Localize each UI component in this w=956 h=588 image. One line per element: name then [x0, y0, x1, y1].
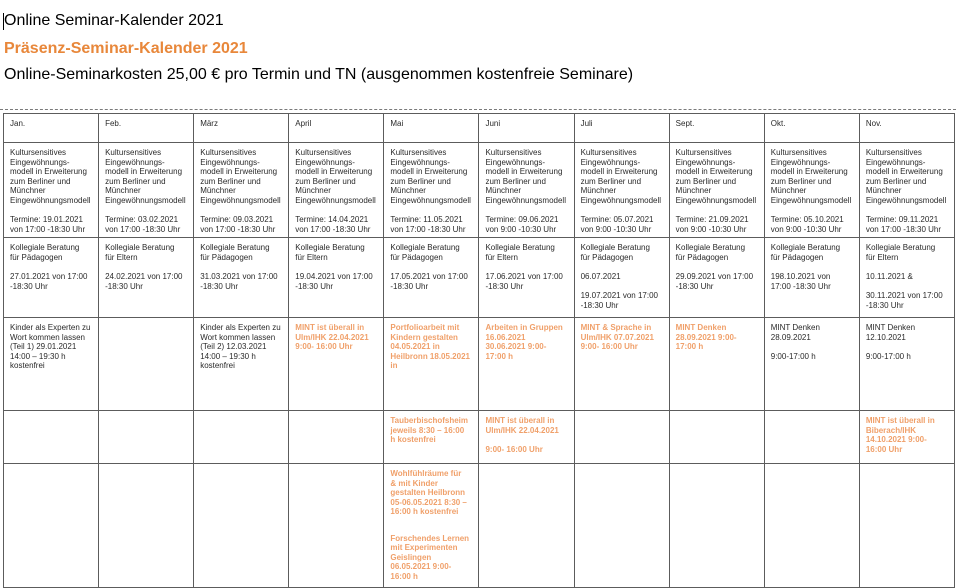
seminar-dates: 27.01.2021 von 17:00 -18:30 Uhr	[10, 272, 88, 291]
calendar-cell-empty	[669, 464, 764, 588]
calendar-cell	[764, 143, 859, 238]
calendar-cell	[289, 238, 384, 318]
calendar-cell	[289, 143, 384, 238]
seminar-topic: Kultursensitives Eingewöhnungs- modell in Erweiterung zum Berliner und Münchner Eingewöhnungsmodell	[200, 148, 281, 205]
seminar-topic: Kultursensitives Eingewöhnungs- modell in Erweiterung zum Berliner und Münchner Eingewöhnungsmodell	[675, 148, 757, 205]
calendar-cell-empty	[4, 411, 99, 464]
seminar-topic: Kollegiale Beratung für Pädagogen	[390, 243, 460, 262]
seminar-dates: 19.04.2021 von 17:00 -18:30 Uhr	[295, 272, 373, 291]
seminar-topic: Kollegiale Beratung für Eltern	[485, 243, 555, 262]
calendar-cell-empty	[194, 464, 289, 588]
month-cell: Jan.	[4, 114, 99, 143]
calendar-cell	[194, 318, 289, 411]
calendar-cell-empty	[99, 411, 194, 464]
seminar-dates: Termine: 11.05.2021 von 17:00 -18:30 Uhr	[390, 215, 466, 234]
month-cell: Okt.	[764, 114, 859, 143]
table-row	[4, 411, 955, 464]
seminar-topic: Kultursensitives Eingewöhnungs- modell in Erweiterung zum Berliner und Münchner Eingewöhnungsmodell	[580, 148, 662, 205]
seminar-entry: Kinder als Experten zu Wort kommen lassen (Teil 1) 29.01.2021 14:00 – 19:30 h kostenfrei	[10, 323, 91, 370]
month-cell: März	[194, 114, 289, 143]
table-row	[4, 143, 955, 238]
calendar-cell-empty	[289, 411, 384, 464]
calendar-cell-empty	[574, 411, 669, 464]
calendar-cell	[574, 238, 669, 318]
seminar-topic: Kollegiale Beratung für Pädagogen	[580, 243, 650, 262]
seminar-topic: Kollegiale Beratung für Eltern	[295, 243, 365, 262]
seminar-calendar-table	[3, 113, 955, 588]
seminar-entry: Kinder als Experten zu Wort kommen lassen (Teil 2) 12.03.2021 14:00 – 19:30 h kostenfrei	[200, 323, 281, 370]
calendar-cell	[99, 143, 194, 238]
calendar-cell	[384, 143, 479, 238]
seminar-entry-in-person: Tauberbischofsheim jeweils 8:30 – 16:00 h kostenfrei	[390, 416, 469, 444]
calendar-cell	[669, 318, 764, 411]
calendar-cell	[764, 318, 859, 411]
seminar-entry-in-person: Wohlfühlräume für & mit Kinder gestalten Heilbronn 05-06.05.2021 8:30 – 16:00 h kostenfrei	[390, 469, 467, 516]
seminar-topic: Kultursensitives Eingewöhnungs- modell in Erweiterung zum Berliner und Münchner Eingewöhnungsmodell	[770, 148, 852, 205]
seminar-dates: Termine: 14.04.2021 von 17:00 -18:30 Uhr	[295, 215, 371, 234]
seminar-dates: 17.05.2021 von 17:00 -18:30 Uhr	[390, 272, 468, 291]
calendar-cell-empty	[99, 464, 194, 588]
seminar-dates: Termine: 09.06.2021 von 9:00 -10:30 Uhr	[485, 215, 559, 234]
seminar-entry: MINT Denken 28.09.2021 9:00-17:00 h	[770, 323, 820, 361]
calendar-cell	[669, 143, 764, 238]
seminar-entry-in-person: MINT ist überall in Biberach/IHK 14.10.2021 9:00- 16:00 Uhr	[865, 416, 935, 454]
seminar-dates: 31.03.2021 von 17:00 -18:30 Uhr	[200, 272, 278, 291]
seminar-dates: 24.02.2021 von 17:00 -18:30 Uhr	[105, 272, 183, 291]
page-title: Online Seminar-Kalender 2021	[4, 12, 224, 29]
seminar-topic: Kultursensitives Eingewöhnungs- modell in Erweiterung zum Berliner und Münchner Eingewöhnungsmodell	[105, 148, 186, 205]
calendar-cell	[859, 238, 954, 318]
calendar-cell	[574, 143, 669, 238]
calendar-cell-empty	[574, 464, 669, 588]
cost-note: Online-Seminarkosten 25,00 € pro Termin und TN (ausgenommen kostenfreie Seminare)	[4, 66, 634, 83]
seminar-topic: Kollegiale Beratung für Eltern	[105, 243, 175, 262]
seminar-entry-in-person: Forschendes Lernen mit Experimenten Geislingen 06.05.2021 9:00- 16:00 h	[390, 533, 470, 581]
seminar-topic: Kultursensitives Eingewöhnungs- modell in Erweiterung zum Berliner und Münchner Eingewöhnungsmodell	[865, 148, 947, 205]
calendar-cell	[384, 464, 479, 588]
calendar-cell	[289, 318, 384, 411]
calendar-cell	[669, 238, 764, 318]
section-divider	[0, 109, 956, 110]
calendar-cell	[859, 411, 954, 464]
seminar-topic: Kollegiale Beratung für Pädagogen	[10, 243, 80, 262]
seminar-entry-in-person: MINT & Sprache in Ulm/IHK 07.07.2021 9:00- 16:00 Uhr	[580, 323, 654, 351]
calendar-cell-empty	[764, 411, 859, 464]
seminar-dates: Termine: 09.03.2021 von 17:00 -18:30 Uhr	[200, 215, 276, 234]
seminar-topic: Kollegiale Beratung für Pädagogen	[200, 243, 270, 262]
seminar-dates: Termine: 19.01.2021 von 17:00 -18:30 Uhr	[10, 215, 86, 234]
month-cell: Juni	[479, 114, 574, 143]
seminar-dates: 10.11.2021 & 30.11.2021 von 17:00 -18:30 Uhr	[865, 272, 943, 310]
calendar-cell	[764, 238, 859, 318]
calendar-cell	[4, 143, 99, 238]
calendar-cell	[479, 318, 574, 411]
calendar-cell-empty	[4, 464, 99, 588]
month-header-row	[4, 114, 955, 143]
calendar-cell	[479, 411, 574, 464]
calendar-cell	[99, 238, 194, 318]
calendar-cell-empty	[764, 464, 859, 588]
calendar-cell	[384, 411, 479, 464]
calendar-cell	[574, 318, 669, 411]
seminar-entry-in-person: MINT ist überall in Ulm/IHK 22.04.2021 9:00- 16:00 Uhr	[295, 323, 369, 351]
calendar-cell	[384, 318, 479, 411]
calendar-cell-empty	[859, 464, 954, 588]
calendar-cell	[479, 143, 574, 238]
seminar-topic: Kollegiale Beratung für Pädagogen	[675, 243, 746, 262]
calendar-cell	[479, 238, 574, 318]
page-subtitle: Präsenz-Seminar-Kalender 2021	[4, 40, 248, 57]
calendar-cell	[859, 318, 954, 411]
calendar-cell	[194, 143, 289, 238]
seminar-topic: Kultursensitives Eingewöhnungs- modell in Erweiterung zum Berliner und Münchner Eingewöhnungsmodell	[10, 148, 91, 205]
seminar-dates: Termine: 03.02.2021 von 17:00 -18:30 Uhr	[105, 215, 181, 234]
seminar-topic: Kollegiale Beratung für Eltern	[865, 243, 936, 262]
seminar-dates: Termine: 05.10.2021 von 9:00 -10:30 Uhr	[770, 215, 844, 234]
calendar-cell-empty	[99, 318, 194, 411]
seminar-topic: Kultursensitives Eingewöhnungs- modell in Erweiterung zum Berliner und Münchner Eingewöhnungsmodell	[295, 148, 376, 205]
seminar-dates: Termine: 05.07.2021 von 9:00 -10:30 Uhr	[580, 215, 654, 234]
month-cell: Mai	[384, 114, 479, 143]
seminar-dates: Termine: 21.09.2021 von 9:00 -10:30 Uhr	[675, 215, 749, 234]
seminar-entry-in-person: Arbeiten in Gruppen 16.06.2021 30.06.2021 9:00- 17:00 h	[485, 323, 563, 361]
table-row	[4, 238, 955, 318]
seminar-topic: Kollegiale Beratung für Pädagogen	[770, 243, 841, 262]
seminar-topic: Kultursensitives Eingewöhnungs- modell in Erweiterung zum Berliner und Münchner Eingewöhnungsmodell	[485, 148, 566, 205]
calendar-cell	[194, 238, 289, 318]
calendar-cell	[859, 143, 954, 238]
month-cell: Nov.	[859, 114, 954, 143]
seminar-entry-in-person: MINT Denken 28.09.2021 9:00- 17:00 h	[675, 323, 737, 351]
seminar-dates: 06.07.2021 19.07.2021 von 17:00 -18:30 Uhr	[580, 272, 658, 310]
seminar-dates: 198.10.2021 von 17:00 -18:30 Uhr	[770, 272, 831, 291]
month-cell: Juli	[574, 114, 669, 143]
month-cell: April	[289, 114, 384, 143]
calendar-cell	[4, 238, 99, 318]
seminar-entry-in-person: MINT ist überall in Ulm/IHK 22.04.2021 9:00- 16:00 Uhr	[485, 416, 559, 454]
calendar-cell-empty	[194, 411, 289, 464]
seminar-topic: Kultursensitives Eingewöhnungs- modell in Erweiterung zum Berliner und Münchner Eingewöhnungsmodell	[390, 148, 471, 205]
calendar-cell-empty	[479, 464, 574, 588]
calendar-cell-empty	[669, 411, 764, 464]
table-row	[4, 464, 955, 588]
month-cell: Sept.	[669, 114, 764, 143]
seminar-entry-in-person: Portfolioarbeit mit Kindern gestalten 04.05.2021 in Heilbronn 18.05.2021 in	[390, 323, 470, 370]
calendar-cell	[384, 238, 479, 318]
table-row	[4, 318, 955, 411]
calendar-cell	[4, 318, 99, 411]
seminar-dates: 29.09.2021 von 17:00 -18:30 Uhr	[675, 272, 754, 291]
seminar-entry: MINT Denken 12.10.2021 9:00-17:00 h	[865, 323, 916, 361]
month-cell: Feb.	[99, 114, 194, 143]
calendar-cell-empty	[289, 464, 384, 588]
seminar-dates: 17.06.2021 von 17:00 -18:30 Uhr	[485, 272, 563, 291]
seminar-dates: Termine: 09.11.2021 von 17:00 -18:30 Uhr	[865, 215, 942, 234]
